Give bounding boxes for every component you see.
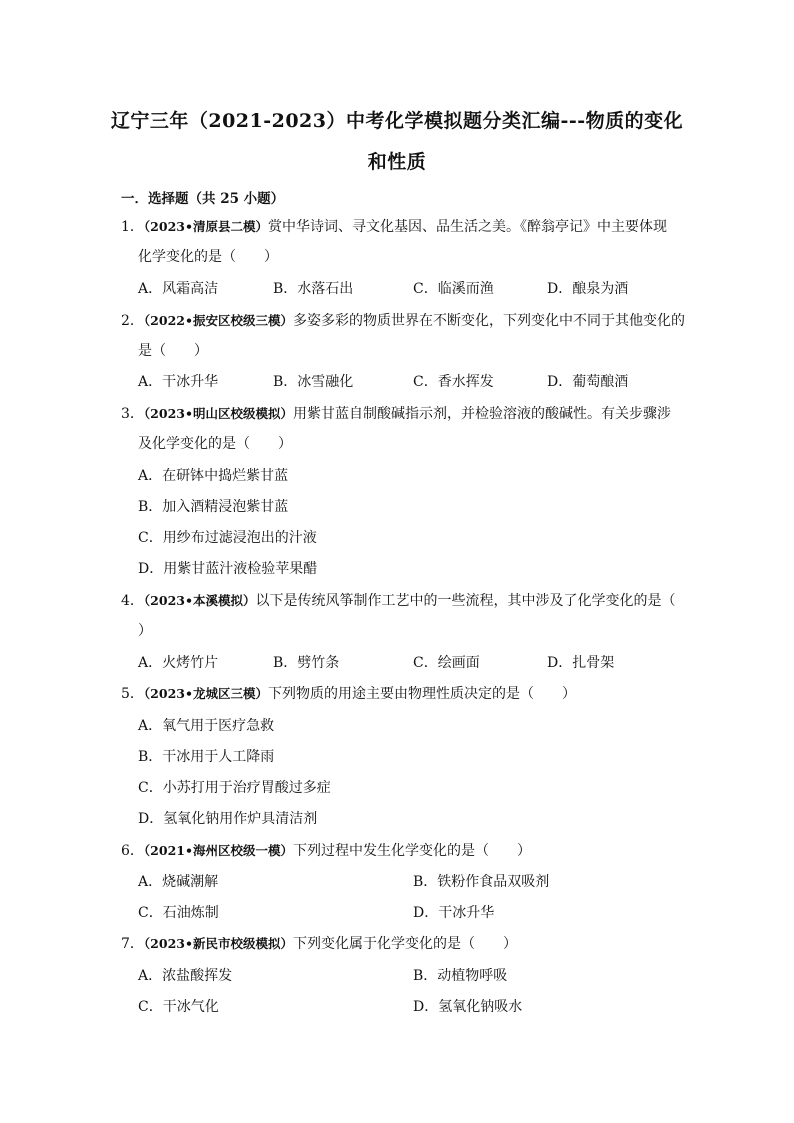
option-d: D．氢氧化钠用作炉具清洁剂 (138, 811, 318, 827)
option-a: A．干冰升华 (138, 374, 219, 390)
question-text: 多姿多彩的物质世界在不断变化，下列变化中不同于其他变化的 (292, 313, 685, 329)
option-b: B．冰雪融化 (273, 374, 354, 390)
option-a: A．风霜高洁 (138, 281, 219, 297)
question-text-cont: 及化学变化的是（ ） (138, 436, 292, 452)
question-source: （2021•海州区校级一模） (143, 843, 293, 858)
question-source: （2022•振安区校级三模） (143, 313, 293, 328)
question-text: 下列过程中发生化学变化的是（ ） (292, 843, 531, 859)
option-a: A．氧气用于医疗急救 (138, 718, 275, 734)
question-source: （2023•明山区校级模拟） (143, 406, 293, 421)
question-text-cont: ） (138, 623, 152, 639)
option-c: C．香水挥发 (413, 374, 494, 390)
option-b: B．铁粉作食品双吸剂 (413, 874, 550, 890)
option-d: D．扎骨架 (547, 655, 615, 671)
question-text: 以下是传统风筝制作工艺中的一些流程，其中涉及了化学变化的是（ (255, 593, 676, 609)
option-d: D．酿泉为酒 (547, 281, 629, 297)
section-heading: 一．选择题（共 25 小题） (121, 191, 285, 207)
question-number: 5． (121, 686, 144, 702)
option-c: C．小苏打用于治疗胃酸过多症 (138, 780, 331, 796)
option-b: B．水落石出 (273, 281, 354, 297)
question-text: 下列变化属于化学变化的是（ ） (292, 936, 517, 952)
document-title-line2: 和性质 (367, 151, 427, 173)
question-source: （2023•新民市校级模拟） (143, 936, 293, 951)
option-b: B．劈竹条 (273, 655, 340, 671)
question-number: 1． (121, 219, 144, 235)
option-c: C．绘画面 (413, 655, 480, 671)
option-a: A．火烤竹片 (138, 655, 219, 671)
option-b: B．动植物呼吸 (413, 968, 508, 984)
option-c: C．临溪而渔 (413, 281, 494, 297)
question-number: 2． (121, 313, 144, 329)
option-c: C．用纱布过滤浸泡出的汁液 (138, 530, 317, 546)
option-d: D．干冰升华 (413, 905, 495, 921)
question-text-cont: 是（ ） (138, 343, 208, 359)
option-a: A．浓盐酸挥发 (138, 968, 233, 984)
option-a: A．烧碱潮解 (138, 874, 219, 890)
option-c: C．石油炼制 (138, 905, 219, 921)
option-d: D．用紫甘蓝汁液检验苹果醋 (138, 561, 318, 577)
question-source: （2023•本溪模拟） (143, 593, 256, 608)
option-d: D．氢氧化钠吸水 (413, 999, 523, 1015)
question-text: 用紫甘蓝自制酸碱指示剂，并检验溶液的酸碱性。有关步骤涉 (292, 406, 671, 422)
question-source: （2023•龙城区三模） (143, 686, 268, 701)
document-title-line1: 辽宁三年（2021-2023）中考化学模拟题分类汇编---物质的变化 (110, 110, 684, 132)
option-b: B．干冰用于人工降雨 (138, 749, 275, 765)
option-b: B．加入酒精浸泡紫甘蓝 (138, 499, 289, 515)
question-text-cont: 化学变化的是（ ） (138, 249, 278, 265)
question-text: 下列物质的用途主要由物理性质决定的是（ ） (267, 686, 576, 702)
option-d: D．葡萄酿酒 (547, 374, 629, 390)
question-number: 7． (121, 936, 144, 952)
question-number: 6． (121, 843, 144, 859)
question-source: （2023•清原县二模） (143, 219, 268, 234)
question-number: 4． (121, 593, 144, 609)
option-a: A．在研钵中捣烂紫甘蓝 (138, 468, 289, 484)
option-c: C．干冰气化 (138, 999, 219, 1015)
question-number: 3． (121, 406, 144, 422)
question-text: 赏中华诗词、寻文化基因、品生活之美。《醉翁亭记》中主要体现 (267, 219, 667, 235)
